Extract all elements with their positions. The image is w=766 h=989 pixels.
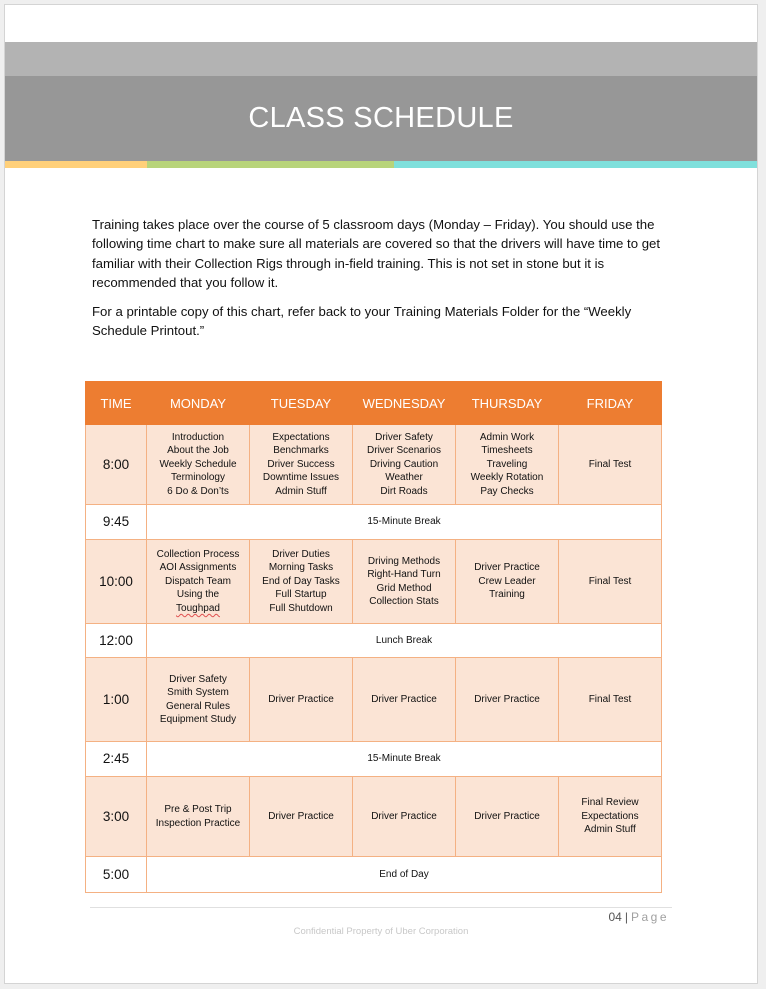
schedule-cell-line: Driver Safety [375,431,433,443]
footer-divider [90,907,672,908]
schedule-cell [250,777,353,857]
schedule-cell-line: Driver Practice [474,562,540,574]
schedule-cell-line: Weekly Rotation [470,472,544,484]
schedule-cell [353,658,456,742]
header-time: TIME [86,382,147,425]
schedule-cell-line: Toughpad [176,602,220,614]
schedule-cell-line: Weather [385,472,423,484]
header-monday: MONDAY [147,382,250,425]
schedule-cell [559,425,662,505]
schedule-cell-line: Right-Hand Turn [367,569,441,580]
schedule-cell-line: Benchmarks [273,445,329,457]
time-cell: 9:45 [86,505,147,540]
schedule-cell-line: Driver Practice [371,810,437,822]
schedule-cell-line: Driver Success [267,458,335,470]
schedule-cell-line: Weekly Schedule [159,458,237,470]
schedule-row [86,540,662,624]
schedule-cell [250,540,353,624]
schedule-cell-line: 6 Do & Don’ts [167,485,229,497]
accent-stripe-green [147,161,394,168]
schedule-cell-line: Pre & Post Trip [164,804,232,815]
confidential-notice: Confidential Property of Uber Corporation [293,926,469,937]
schedule-row [86,624,662,658]
schedule-cell [147,540,250,624]
schedule-cell-line: Driving Methods [367,555,441,567]
schedule-cell [559,658,662,742]
header-band-top [5,42,757,76]
schedule-cell-line: Admin Stuff [584,824,636,836]
schedule-header-row [86,382,662,425]
schedule-cell [456,425,559,505]
schedule-cell-line: Expectations [581,810,639,822]
schedule-cell [353,540,456,624]
schedule-cell-line: Driver Practice [474,810,540,822]
header-wednesday: WEDNESDAY [353,382,456,425]
schedule-row [86,658,662,742]
time-cell: 3:00 [86,777,147,857]
time-cell: 2:45 [86,742,147,777]
schedule-cell-line: Inspection Practice [155,817,241,829]
schedule-cell-line: Driver Practice [268,810,334,822]
schedule-cell-line: Collection Process [156,548,240,560]
schedule-cell-line: Final Test [588,693,632,705]
schedule-cell [559,777,662,857]
schedule-table [85,381,662,893]
schedule-cell-line: Using the [176,589,220,601]
break-cell: End of Day [147,857,662,893]
time-cell: 12:00 [86,624,147,658]
schedule-cell [353,777,456,857]
schedule-cell-line: Driving Caution [369,458,439,470]
schedule-cell-line: AOI Assignments [159,562,237,574]
schedule-cell-line: General Rules [166,700,230,712]
schedule-cell-line: Final Test [588,575,632,587]
schedule-cell-line: Final Review [581,797,639,809]
page-label: Page [630,910,669,924]
time-cell: 1:00 [86,658,147,742]
schedule-cell-line: Timesheets [481,445,533,457]
header-thursday: THURSDAY [456,382,559,425]
header-band [5,76,757,161]
schedule-cell [147,777,250,857]
page-number-separator: | [624,910,628,924]
schedule-cell [147,658,250,742]
header-friday: FRIDAY [559,382,662,425]
page-number [608,910,669,924]
time-cell: 10:00 [86,540,147,624]
schedule-cell-line: Driver Practice [474,693,540,705]
schedule-cell-line: Driver Practice [371,693,437,705]
accent-stripe-teal [394,161,757,168]
schedule-row [86,742,662,777]
accent-stripe-yellow [5,161,147,168]
schedule-cell [250,658,353,742]
header-tuesday: TUESDAY [250,382,353,425]
schedule-cell [250,425,353,505]
break-cell: Lunch Break [147,624,662,658]
break-cell: 15-Minute Break [147,505,662,540]
schedule-cell-line: Downtime Issues [262,472,340,484]
schedule-cell-line: Collection Stats [369,596,439,607]
schedule-cell [456,540,559,624]
schedule-row [86,857,662,893]
schedule-cell-line: Driver Practice [268,693,334,705]
schedule-cell [559,540,662,624]
break-cell: 15-Minute Break [147,742,662,777]
schedule-cell-line: Pay Checks [480,485,534,497]
schedule-cell-line: Traveling [486,458,528,470]
intro-paragraph: Training takes place over the course of 5 classroom days (Monday – Friday). You should use the following time chart to make sure all materials are covered so that the drivers will have time to get familiar with their Collection Rigs through in-field training. This is not set in stone but it is recommended that you follow it. [92,217,661,291]
schedule-cell-line: Admin Work [479,431,535,443]
schedule-cell-line: Driver Duties [272,548,330,560]
schedule-cell-line: About the Job [167,445,229,457]
page-number-value: 04 [608,910,622,924]
schedule-row [86,505,662,540]
schedule-cell-line: End of Day Tasks [262,575,340,587]
schedule-cell-line: Dirt Roads [380,485,428,497]
schedule-body [86,425,662,893]
schedule-cell-line: Grid Method [376,582,432,594]
schedule-cell-line: Morning Tasks [268,562,334,574]
schedule-row [86,425,662,505]
schedule-cell [147,425,250,505]
time-cell: 5:00 [86,857,147,893]
schedule-cell-line: Driver Scenarios [367,445,441,457]
time-cell: 8:00 [86,425,147,505]
schedule-cell-line: Driver Safety [169,673,227,685]
schedule-cell-line: Smith System [167,687,229,698]
schedule-cell-line: Training [489,589,525,601]
schedule-cell-line: Expectations [272,431,330,443]
schedule-cell-line: Dispatch Team [165,575,231,587]
schedule-cell-line: Equipment Study [159,714,237,725]
schedule-cell-line: Final Test [588,458,632,470]
schedule-cell-line: Full Shutdown [269,602,333,614]
schedule-cell [456,658,559,742]
page-title: CLASS SCHEDULE [248,102,514,134]
schedule-cell [353,425,456,505]
schedule-cell-line: Admin Stuff [275,485,327,497]
schedule-cell-line: Full Startup [275,589,327,601]
schedule-cell [456,777,559,857]
schedule-row [86,777,662,857]
schedule-cell-line: Terminology [171,472,225,484]
schedule-cell-line: Crew Leader [478,575,536,587]
schedule-cell-line: Introduction [171,431,225,443]
printable-note-paragraph: For a printable copy of this chart, refer back to your Training Materials Folder for the “Weekly Schedule Printout.” [92,304,632,339]
document-page [4,4,758,984]
